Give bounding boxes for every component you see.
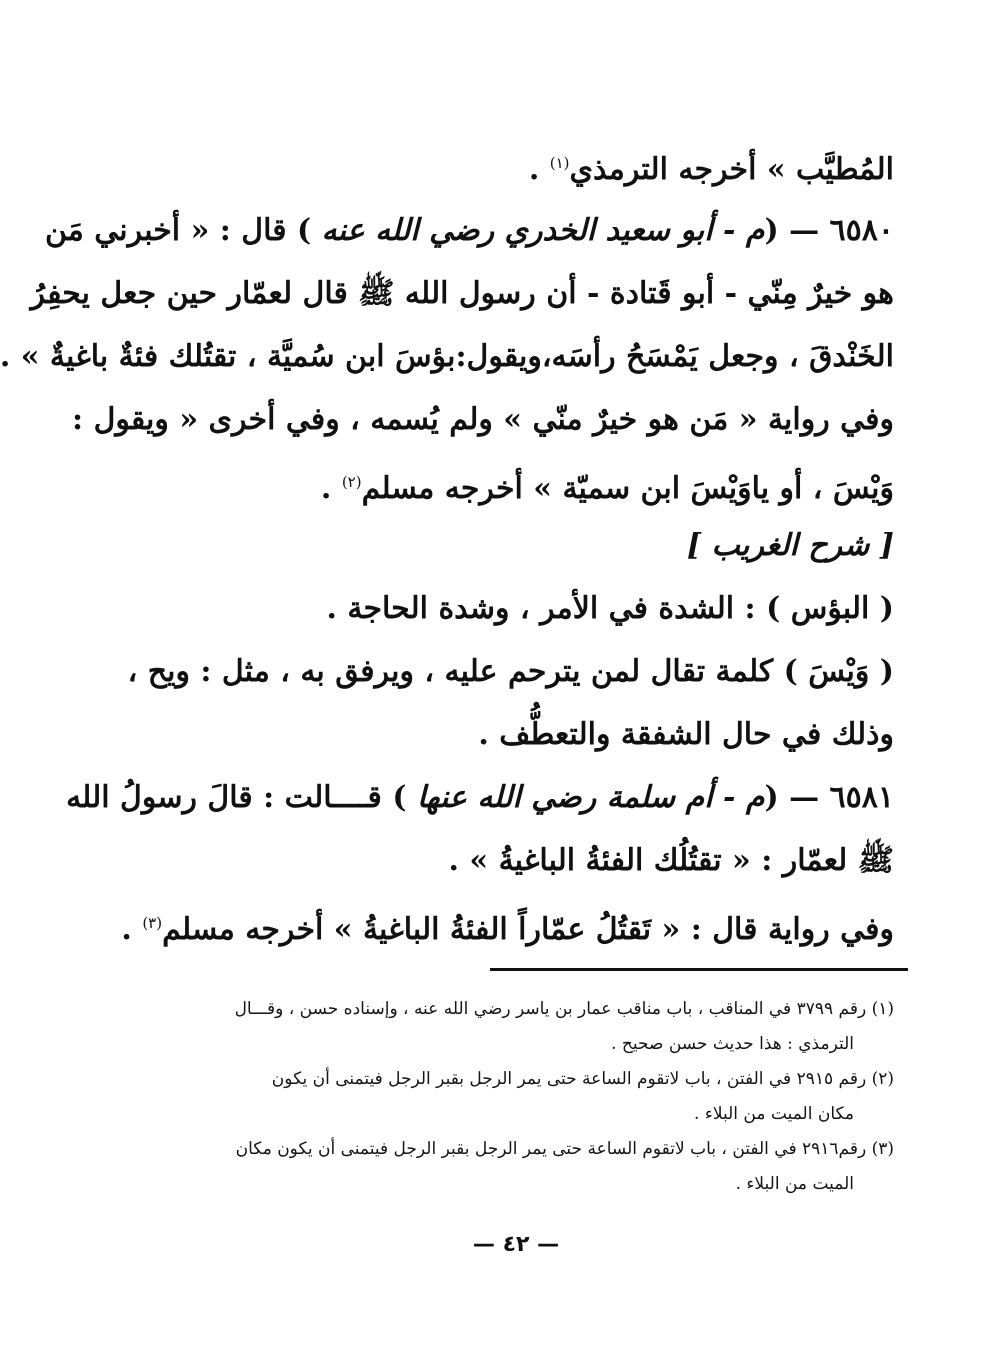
- gharib-line-1: ( البؤس ) : الشدة في الأمر ، وشدة الحاجة .: [326, 591, 894, 626]
- hadith-6580-line-2: هو خيرٌ مِنّي - أبو قَتادة - أن رسول الله ﷺ قال لعمّار حين جعل يحفِرُ: [30, 276, 894, 311]
- narrator: م - أبو سعيد الخدري رضي الله عنه: [321, 213, 765, 248]
- footnote-3-line-1: (٣) رقم٢٩١٦ في الفتن ، باب لاتقوم الساعة حتى يمر الرجل بقبر الرجل فيتمنى أن يكون مكان: [235, 1139, 894, 1159]
- footnote-2-line-2: مكان الميت من البلاء .: [694, 1104, 854, 1124]
- text-segment: ) قال : « أخبرني مَن: [44, 213, 312, 248]
- footnote-ref[interactable]: (١): [549, 154, 570, 172]
- footnotes: [138, 992, 894, 1202]
- hadith-6580-line-3: الخَنْدقَ ، وجعل يَمْسَحُ رأسَه،ويقول:بؤسَ ابن سُميَّة ، تقتُلك فئةٌ باغيةٌ » .: [0, 339, 894, 374]
- footnote-1-line-1: (١) رقم ٣٧٩٩ في المناقب ، باب مناقب عمار بن ياسر رضي الله عنه ، وإسناده حسن ، وقـــال: [234, 999, 894, 1019]
- text-segment: المُطيَّب » أخرجه الترمذي: [569, 152, 894, 187]
- text-segment: وَيْسَ ، أو ياوَيْسَ ابن سميّة » أخرجه مسلم: [361, 471, 894, 506]
- hadith-6581-line-2: ﷺ لعمّار : « تقتُلُك الفئةُ الباغيةُ » .: [448, 843, 894, 878]
- footnote-3-line-2: الميت من البلاء .: [735, 1174, 854, 1194]
- gharib-line-3: وذلك في حال الشفقة والتعطُّف .: [478, 717, 894, 752]
- text-segment: .: [320, 471, 332, 506]
- footnote-ref[interactable]: (٢): [341, 473, 362, 491]
- text-segment: .: [121, 912, 132, 947]
- gharib-line-2: ( وَيْسَ ) كلمة تقال لمن يترحم عليه ، ويرفق به ، مثل : ويح ،: [127, 654, 894, 689]
- footnote-2-line-1: (٢) رقم ٢٩١٥ في الفتن ، باب لاتقوم الساعة حتى يمر الرجل بقبر الرجل فيتمنى أن يكون: [271, 1069, 894, 1089]
- text-segment: ) قــــالت : قالَ رسولُ الله: [66, 780, 407, 815]
- footnote-1-line-2: الترمذي : هذا حديث حسن صحيح .: [611, 1034, 854, 1054]
- hadith-6581-line-3: [121, 892, 894, 955]
- hadith-number: ٦٥٨٠: [829, 213, 894, 248]
- footnote-ref[interactable]: (٣): [142, 914, 163, 932]
- text-line: [164, 132, 894, 195]
- text-segment: .: [528, 152, 540, 187]
- hadith-6581-line-1: [66, 766, 894, 829]
- narrator: م - أم سلمة رضي الله عنها: [416, 780, 765, 815]
- section-heading: [ شرح الغريب ]: [686, 528, 894, 563]
- main-text: [0, 132, 894, 955]
- page-number: — ٤٢ —: [472, 1232, 560, 1257]
- hadith-6580-line-4: وفي رواية « مَن هو خيرٌ منّي » ولم يُسمه ، وفي أخرى « ويقول :: [72, 402, 894, 437]
- text-segment: وفي رواية قال : « تَقتُلُ عمّاراً الفئةُ الباغيةُ » أخرجه مسلم: [162, 912, 894, 947]
- hadith-6580-line-5: [164, 451, 894, 514]
- footnote-divider: [490, 968, 908, 971]
- text-segment: — (: [764, 213, 820, 248]
- hadith-number: ٦٥٨١: [829, 780, 894, 815]
- hadith-6580-line-1: [44, 199, 894, 262]
- text-segment: — (: [764, 780, 820, 815]
